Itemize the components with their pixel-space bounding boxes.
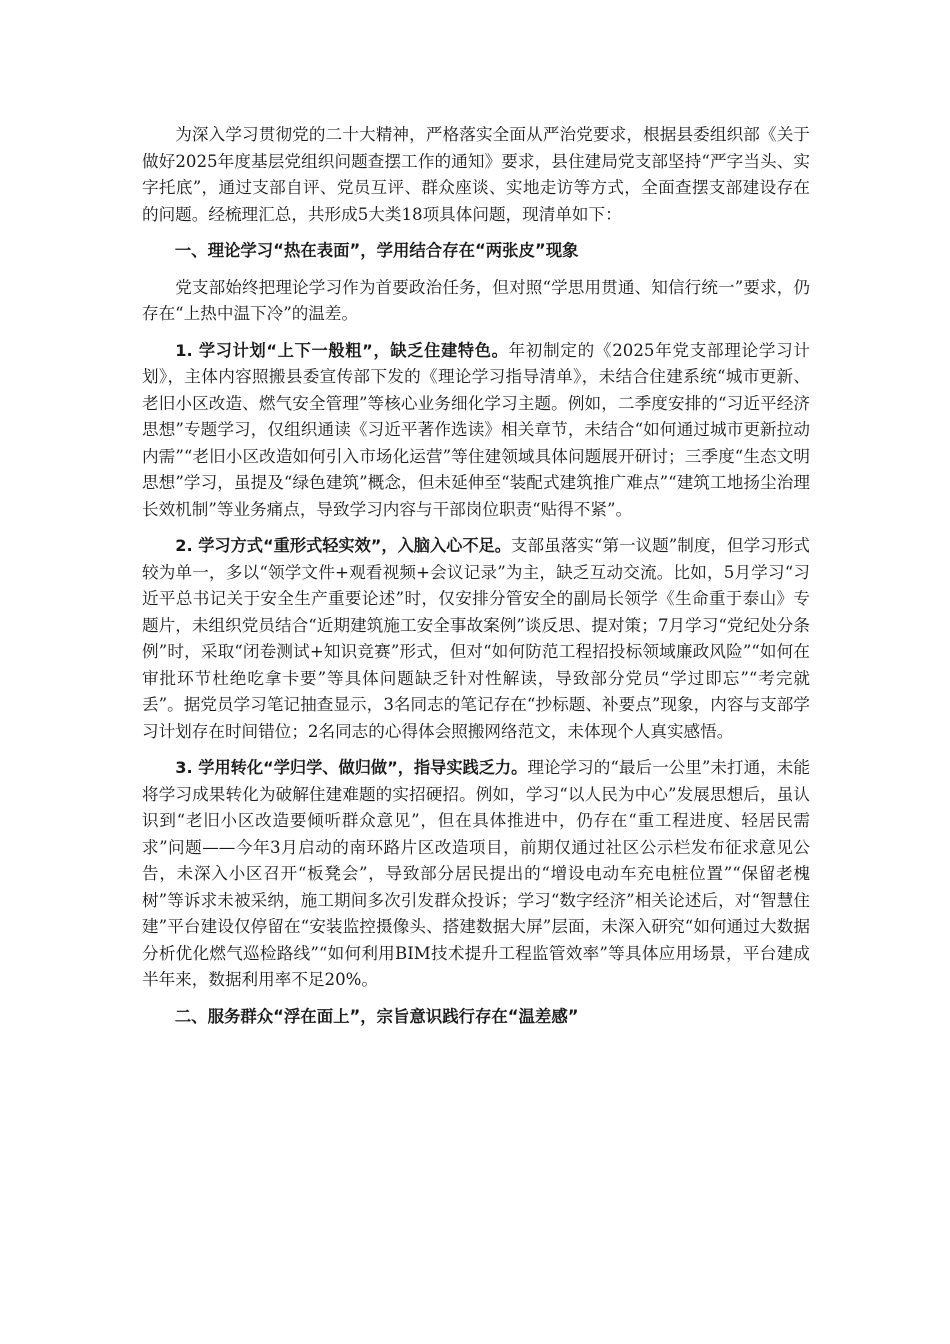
item-1-lead: 1. 学习计划“上下一般粗”，缺乏住建特色。 bbox=[175, 340, 509, 360]
section-1-heading: 一、理论学习“热在表面”，学用结合存在“两张皮”现象 bbox=[174, 241, 579, 260]
section-1-summary: 党支部始终把理论学习作为首要政治任务，但对照“学思用贯通、知信行统一”要求，仍存在“上热中温下冷”的温差。 bbox=[142, 277, 810, 323]
item-2-lead: 2. 学习方式“重形式轻实效”，入脑入心不足。 bbox=[175, 536, 511, 555]
section-2-heading: 二、服务群众“浮在面上”，宗旨意识践行存在“温差感” bbox=[174, 1006, 579, 1026]
document-page bbox=[142, 122, 810, 1040]
section-1-item-3 bbox=[142, 755, 810, 994]
item-3-text: 理论学习的“最后一公里”未打通，未能将学习成果转化为破解住建难题的实招硬招。例如，学习“以人民为中心”发展思想后，虽认识到“老旧小区改造要倾听群众意见”，但在具体推进中，仍存在“重工程进度、轻居民需求”问题——今年3月启动的南环路片区改造项目，前期仅通过社区公示栏发布征求意见公告，未深入小区召开“板凳会”，导致部分居民提出的“增设电动车充电桩位置”“保留老槐树”等诉求未被采纳，施工期间多次引发群众投诉；学习“数字经济”相关论述后，对“智慧住建”平台建设仅停留在“安装监控摄像头、搭建数据大屏”层面，未深入研究“如何通过大数据分析优化燃气巡检路线”“如何利用BIM技术提升工程监管效率”等具体应用场景，平台建成半年来，数据利用率不足20%。 bbox=[142, 758, 811, 989]
item-1-text: 年初制定的《2025年党支部理论学习计划》，主体内容照搬县委宣传部下发的《理论学习指导清单》，未结合住建系统“城市更新、老旧小区改造、燃气安全管理”等核心业务细化学习主题。例如，二季度安排的“习近平经济思想”专题学习，仅组织通读《习近平著作选读》相关章节，未结合“如何通过城市更新拉动内需”“老旧小区改造如何引入市场化运营”等住建领域具体问题展开研讨；三季度“生态文明思想”学习，虽提及“绿色建筑”概念，但未延伸至“装配式建筑推广难点”“建筑工地扬尘治理长效机制”等业务痛点，导致学习内容与干部岗位职责“贴得不紧”。 bbox=[142, 340, 811, 519]
item-2-text: 支部虽落实“第一议题”制度，但学习形式较为单一，多以“领学文件+观看视频+会议记录”为主，缺乏互动交流。比如，5月学习“习近平总书记关于安全生产重要论述”时，仅安排分管安全的副局长领学《生命重于泰山》专题片，未组织党员结合“近期建筑施工安全事故案例”谈反思、提对策；7月学习“党纪处分条例”时，采取“闭卷测试+知识竞赛”形式，但对“如何防范工程招投标领域廉政风险”“如何在审批环节杜绝吃拿卡要”等具体问题缺乏针对性解读，导致部分党员“学过即忘”“考完就丢”。据党员学习笔记抽查显示，3名同志的笔记存在“抄标题、补要点”现象，内容与支部学习计划存在时间错位；2名同志的心得体会照搬网络范文，未体现个人真实感悟。 bbox=[142, 536, 811, 741]
section-1-item-2 bbox=[142, 533, 810, 745]
item-3-lead: 3. 学用转化“学归学、做归做”，指导实践乏力。 bbox=[175, 758, 528, 777]
intro-paragraph: 为深入学习贯彻党的二十大精神，严格落实全面从严治党要求，根据县委组织部《关于做好2025年度基层党组织问题查摆工作的通知》要求，县住建局党支部坚持“严字当头、实字托底”，通过支部自评、党员互评、群众座谈、实地走访等方式，全面查摆支部建设存在的问题。经梳理汇总，共形成5大类18项具体问题，现清单如下： bbox=[142, 125, 810, 224]
section-1-item-1 bbox=[142, 338, 810, 524]
